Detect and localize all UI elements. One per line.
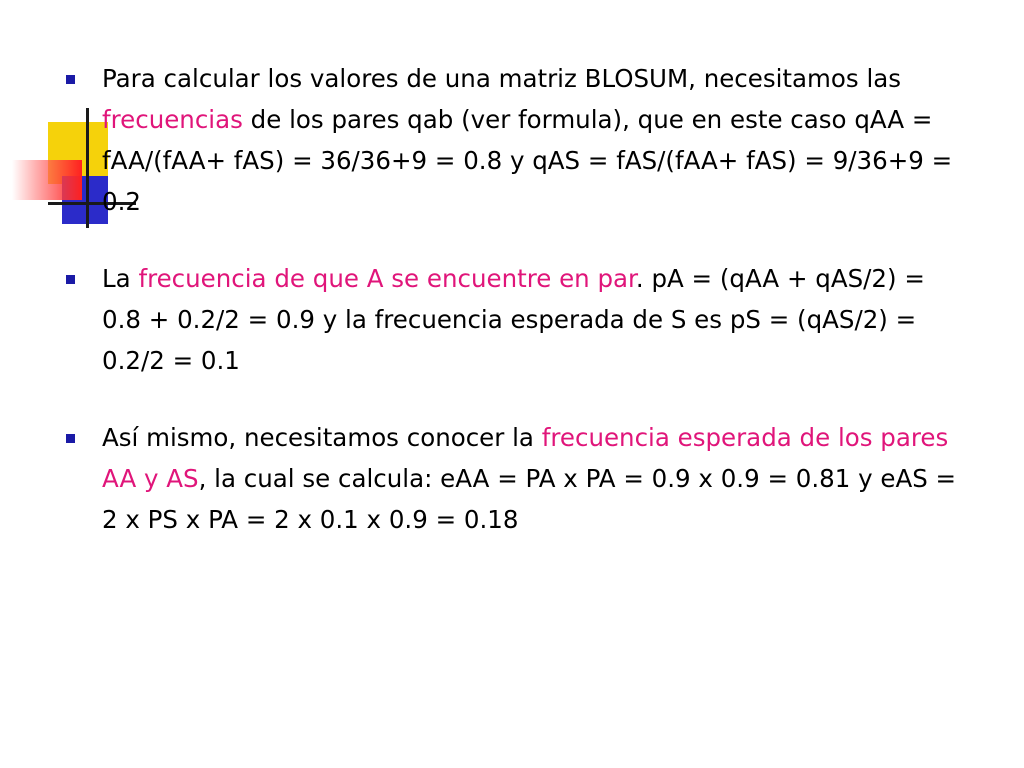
- bullet-item-3: [62, 417, 962, 540]
- bullet-2-text-a: La: [102, 264, 139, 293]
- bullet-3-text-a: Así mismo, necesitamos conocer la: [102, 423, 542, 452]
- bullet-3-highlight: frecuencia esperada de los pares AA y AS: [102, 423, 949, 493]
- bullet-square-icon: [66, 75, 75, 84]
- slide-content: [62, 58, 962, 540]
- bullet-square-icon: [66, 275, 75, 284]
- bullet-2-highlight: frecuencia de que A se encuentre en par: [138, 264, 636, 293]
- bullet-item-1: [62, 58, 962, 222]
- bullet-item-2: [62, 258, 962, 381]
- bullet-1-highlight: frecuencias: [102, 105, 243, 134]
- bullet-3-text-b: , la cual se calcula: eAA = PA x PA = 0.9 x 0.9 = 0.81 y eAS = 2 x PS x PA = 2 x 0.1 x 0.9 = 0.18: [102, 464, 957, 534]
- bullet-1-text-a: Para calcular los valores de una matriz BLOSUM, necesitamos las: [102, 64, 902, 93]
- bullet-square-icon: [66, 434, 75, 443]
- bullet-2-text-b: . pA = (qAA + qAS/2) = 0.8 + 0.2/2 = 0.9 y la frecuencia esperada de S es pS = (qAS/2) = 0.2/2 = 0.1: [102, 264, 925, 375]
- bullet-1-text-b: de los pares qab (ver formula), que en este caso qAA = fAA/(fAA+ fAS) = 36/36+9 = 0.8 y qAS = fAS/(fAA+ fAS) = 9/36+9 = 0.2: [102, 105, 953, 216]
